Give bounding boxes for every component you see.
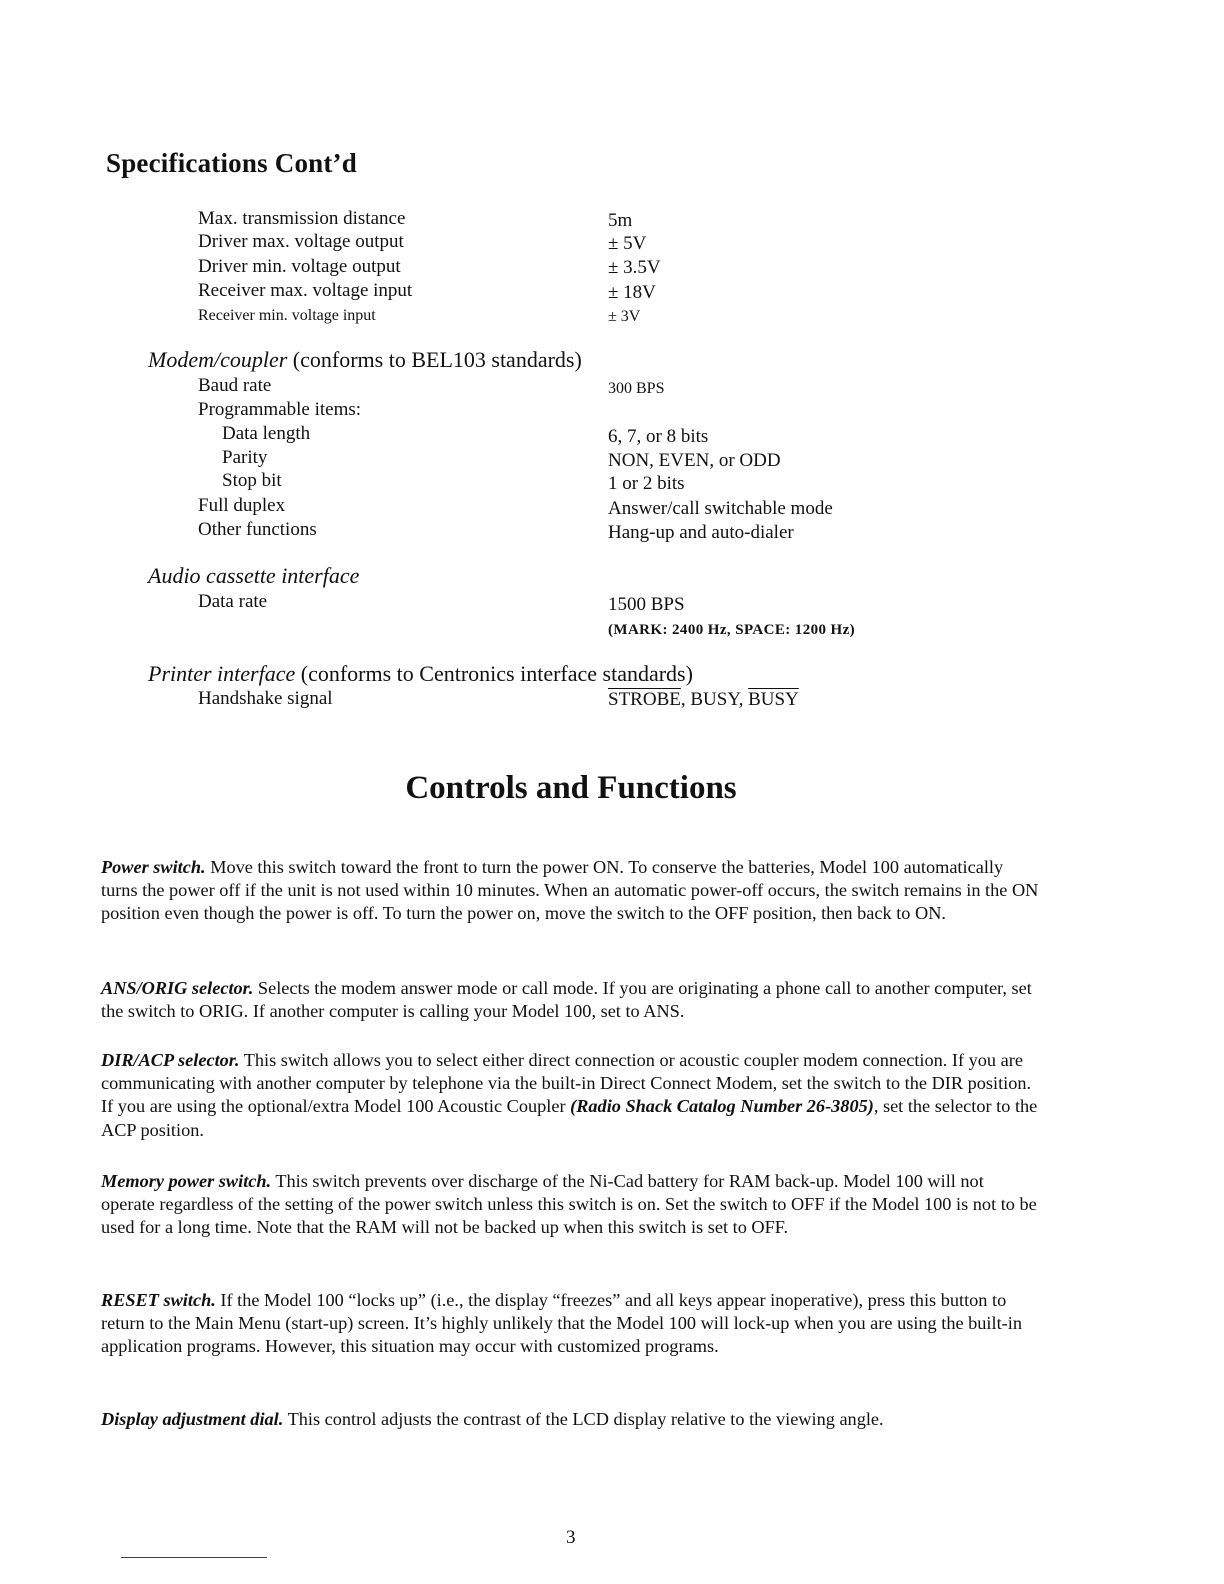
paragraph-term: Display adjustment dial.: [101, 1409, 284, 1429]
strobe-signal: STROBE: [608, 689, 681, 710]
display-dial-paragraph: [101, 1408, 1041, 1431]
data-rate-note: (MARK: 2400 Hz, SPACE: 1200 Hz): [608, 622, 856, 638]
paragraph-term: ANS/ORIG selector.: [101, 978, 254, 998]
busy-bar-signal: BUSY: [748, 689, 799, 710]
printer-heading: [148, 660, 693, 688]
specifications-title: Specifications Cont’d: [106, 148, 357, 178]
ans-orig-paragraph: [101, 977, 1041, 1023]
baud-rate-label: Baud rate: [198, 375, 272, 396]
paragraph-term: DIR/ACP selector.: [101, 1050, 240, 1070]
reset-switch-paragraph: [101, 1289, 1041, 1359]
memory-power-paragraph: [101, 1170, 1041, 1240]
spec-value: ± 18V: [608, 282, 656, 303]
dir-acp-paragraph: [101, 1049, 1041, 1142]
spec-label: Receiver max. voltage input: [198, 280, 413, 301]
paragraph-text: Selects the modem answer mode or call mode. If you are originating a phone call to another computer, set the switch to ORIG. If another computer is calling your Model 100, set to ANS.: [101, 978, 1032, 1022]
footer-rule: [121, 1557, 267, 1558]
data-length-label: Data length: [222, 423, 311, 444]
parity-label: Parity: [222, 447, 268, 468]
full-duplex-value: Answer/call switchable mode: [608, 498, 833, 519]
busy-signal: BUSY: [690, 689, 739, 710]
paragraph-text: This switch prevents over discharge of the Ni-Cad battery for RAM back-up. Model 100 will not operate regardless of the setting of the power switch unless this switch is on. Set the switch to OFF if the Model 100 is not to be used for a long time. Note that the RAM will not be backed up when this switch is set to OFF.: [101, 1171, 1037, 1238]
paragraph-term: RESET switch.: [101, 1290, 216, 1310]
spec-label: Receiver min. voltage input: [198, 307, 376, 324]
spec-value: ± 3.5V: [608, 257, 661, 278]
signal-separator: ,: [680, 689, 691, 710]
handshake-value: [608, 688, 799, 712]
printer-heading-title: Printer interface: [148, 661, 296, 686]
power-switch-paragraph: [101, 856, 1041, 926]
spec-label: Driver max. voltage output: [198, 231, 404, 252]
paragraph-text: If the Model 100 “locks up” (i.e., the display “freezes” and all keys appear inoperative), press this button to return to the Main Menu (start-up) screen. It’s highly unlikely that the Model 100 will lock-up when you are using the built-in application programs. However, this situation may occur with customized programs.: [101, 1290, 1022, 1357]
full-duplex-label: Full duplex: [198, 495, 286, 516]
other-functions-label: Other functions: [198, 519, 317, 540]
stop-bit-value: 1 or 2 bits: [608, 473, 685, 494]
paragraph-term: Memory power switch.: [101, 1171, 272, 1191]
parity-value: NON, EVEN, or ODD: [608, 450, 781, 471]
controls-title: Controls and Functions: [405, 770, 737, 806]
modem-heading-note: (conforms to BEL103 standards): [292, 347, 582, 372]
cassette-heading-title: Audio cassette interface: [148, 563, 360, 588]
programmable-items-label: Programmable items:: [198, 399, 362, 420]
paragraph-text: Move this switch toward the front to turn the power ON. To conserve the batteries, Model 100 automatically turns the power off if the unit is not used within 10 minutes. When an automatic power-off occurs, the switch remains in the ON position even though the power is off. To turn the power on, move the switch to the OFF position, then back to ON.: [101, 857, 1039, 924]
data-length-value: 6, 7, or 8 bits: [608, 426, 709, 447]
spec-value: ± 3V: [608, 308, 641, 325]
paragraph-text: This switch allows you to select either direct connection or acoustic coupler modem connection. If you are communicating with another computer by telephone via the built-in Direct Connect Modem, set the switch to the DIR position. If you are using the optional/extra Model 100 Acoustic Coupler: [101, 1050, 1032, 1117]
paragraph-text: , set the selector to the ACP position.: [101, 1096, 1038, 1140]
signal-separator: ,: [738, 689, 749, 710]
other-functions-value: Hang-up and auto-dialer: [608, 522, 794, 543]
spec-label: Max. transmission distance: [198, 208, 406, 229]
spec-value: 5m: [608, 210, 633, 231]
cassette-heading: [148, 562, 359, 590]
data-rate-value: 1500 BPS: [608, 594, 685, 615]
data-rate-label: Data rate: [198, 591, 268, 612]
modem-heading-title: Modem/coupler: [148, 347, 288, 372]
baud-rate-value: 300 BPS: [608, 380, 665, 397]
page-number: 3: [566, 1527, 576, 1548]
modem-heading: [148, 346, 582, 374]
printer-heading-note: (conforms to Centronics interface standards): [300, 661, 693, 686]
paragraph-text: This control adjusts the contrast of the LCD display relative to the viewing angle.: [283, 1409, 884, 1429]
spec-label: Driver min. voltage output: [198, 256, 401, 277]
spec-value: ± 5V: [608, 233, 647, 254]
handshake-label: Handshake signal: [198, 688, 333, 709]
paragraph-term: Power switch.: [101, 857, 206, 877]
catalog-number: (Radio Shack Catalog Number 26-3805): [570, 1096, 874, 1117]
stop-bit-label: Stop bit: [222, 470, 282, 491]
